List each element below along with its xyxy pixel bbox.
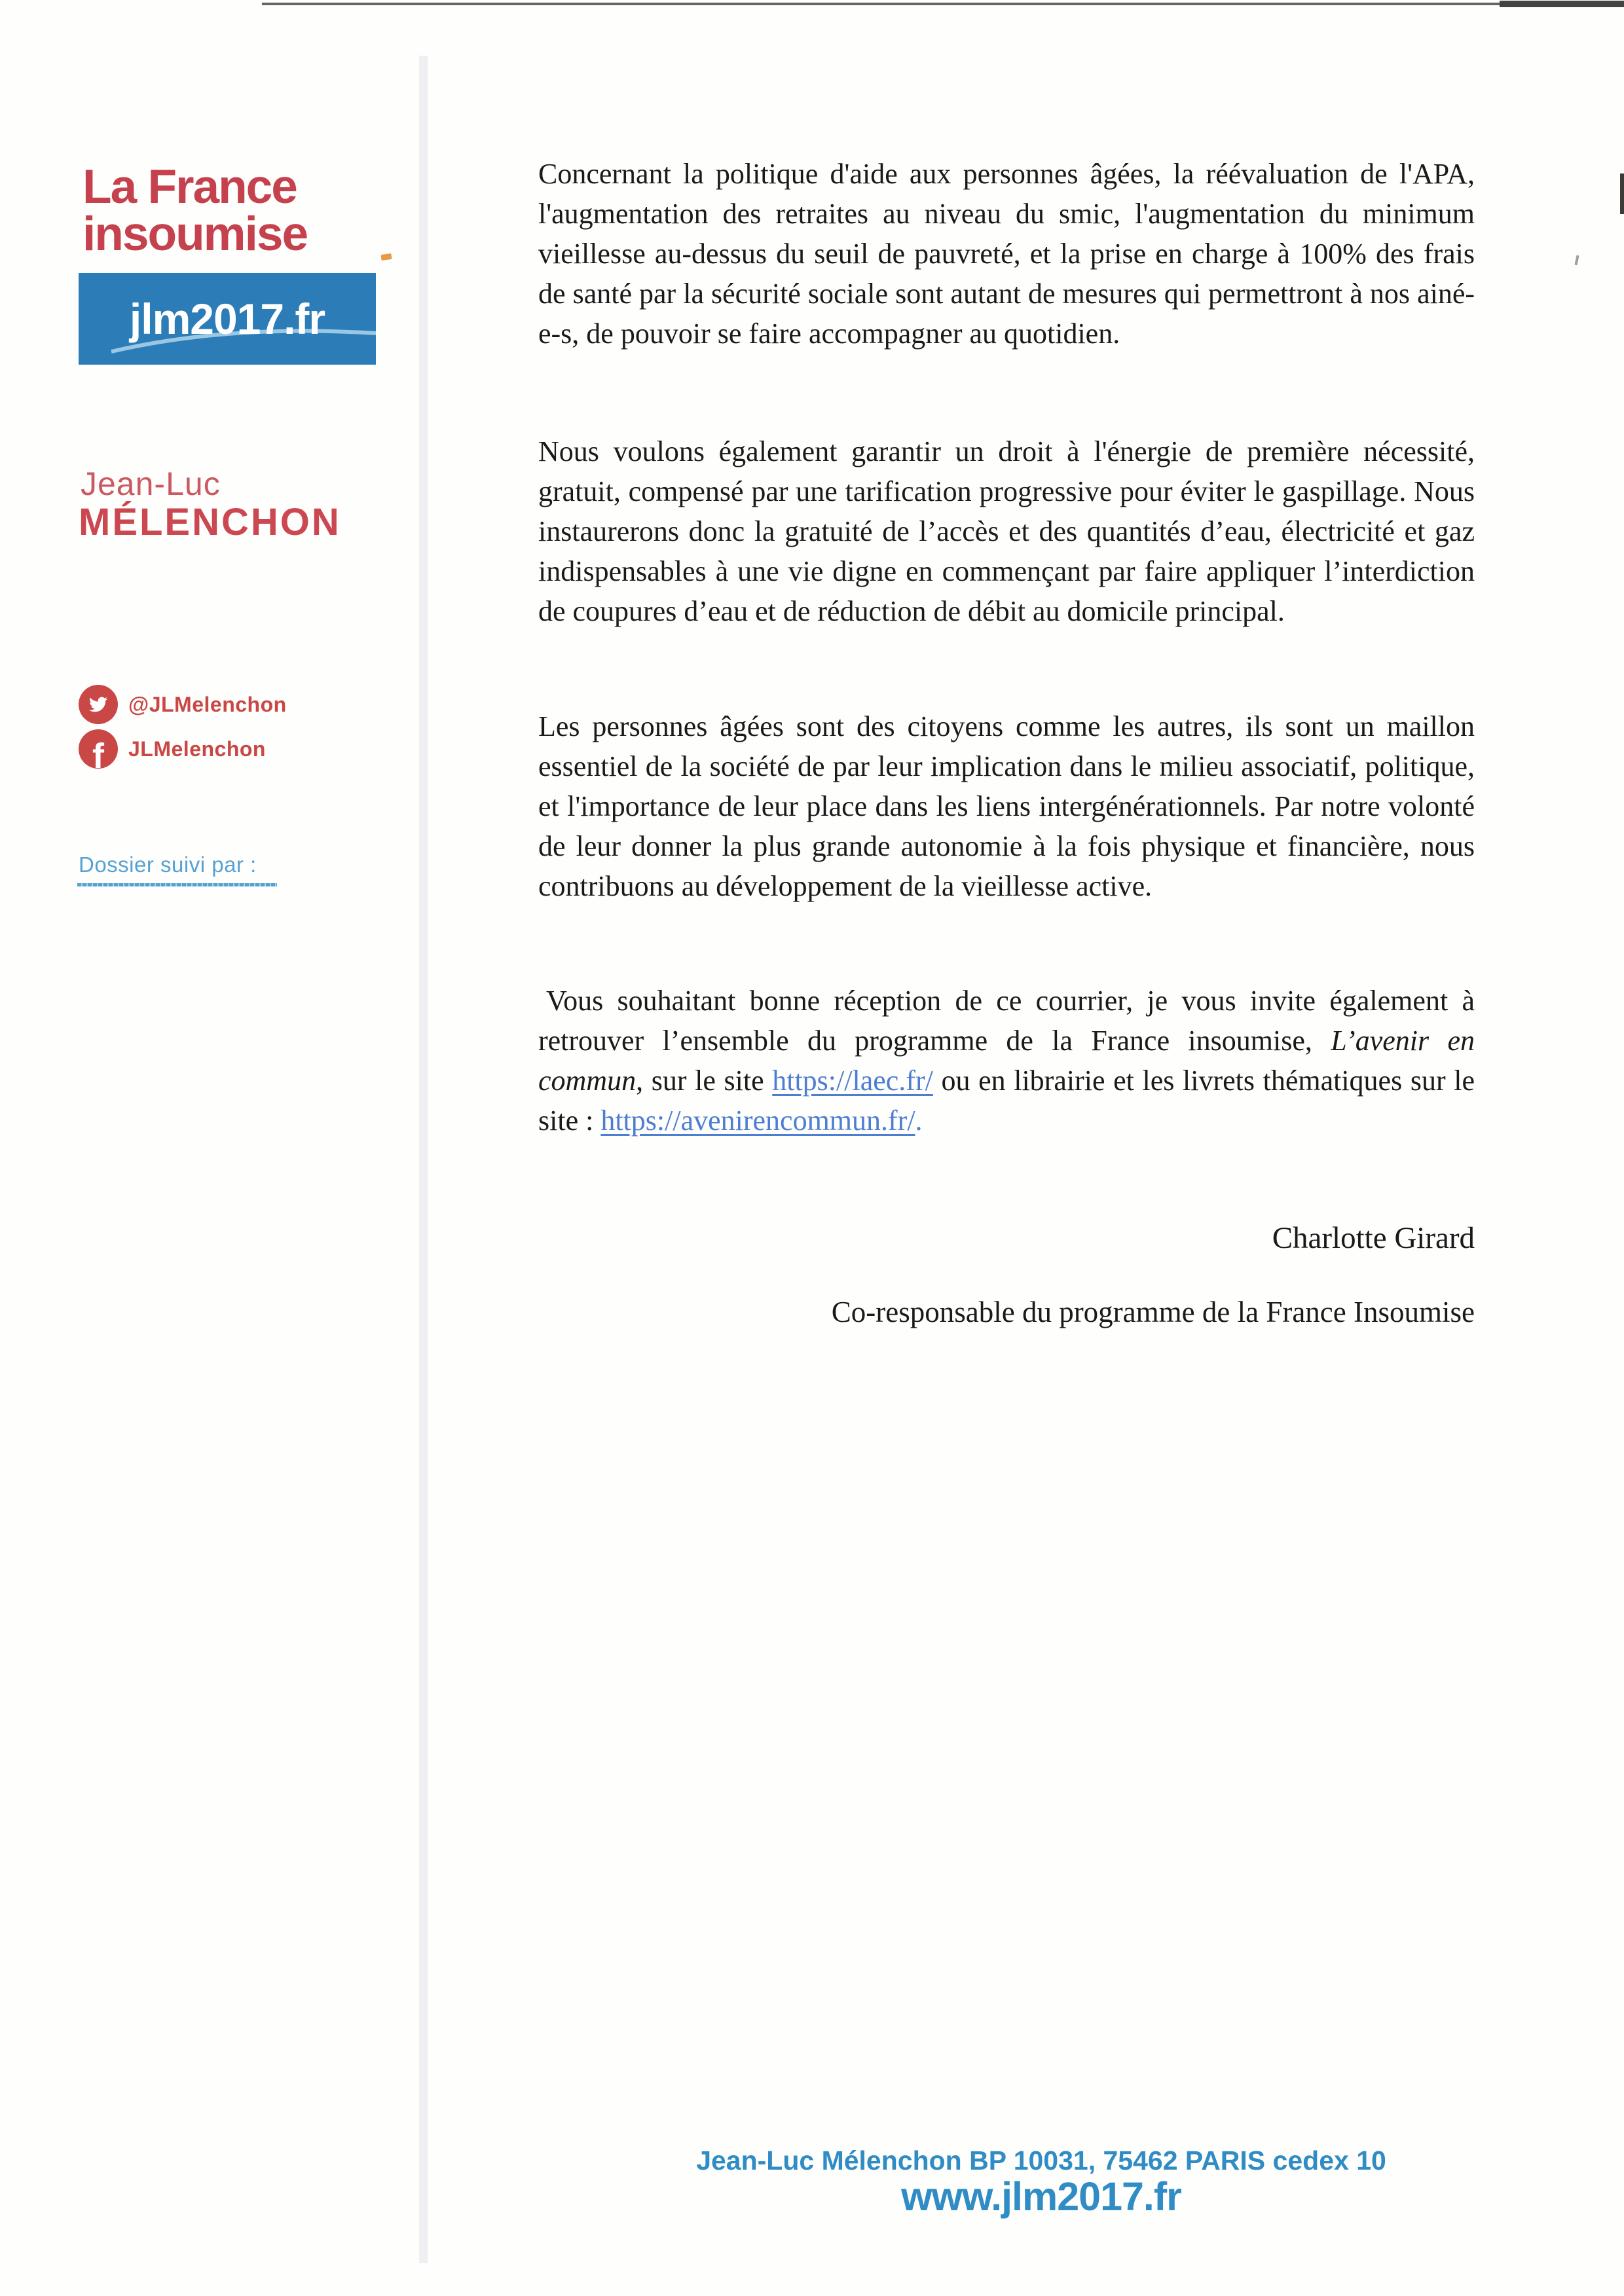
logo-line2: insoumise — [83, 208, 308, 261]
scan-orange-mark — [380, 253, 392, 261]
link-laec-fr[interactable]: https://laec.fr/ — [772, 1065, 933, 1097]
p4-text-mid2: ou en librairie et les livrets thématiques sur le site : — [538, 1065, 1475, 1137]
paragraph-conclusion — [538, 981, 1475, 1140]
twitter-handle: @JLMelenchon — [128, 692, 287, 716]
twitter-icon — [79, 685, 118, 724]
book-title-lavenir-en-commun: L’avenir en commun — [538, 1025, 1475, 1097]
p4-text-mid: , sur le site — [636, 1065, 773, 1097]
scan-edge-line-top-right — [1500, 1, 1624, 7]
facebook-handle: JLMelenchon — [128, 737, 266, 761]
facebook-icon: f — [79, 729, 118, 769]
candidate-first-name: Jean-Luc — [81, 465, 221, 502]
paragraph-droit-energie: Nous voulons également garantir un droit à l'énergie de première nécessité, gratuit, compensé par une tarification progressive pour éviter le gaspillage. Nous instaurerons donc la gratuité de l’accès et des quantités d’eau, électricité et gaz indispensables à une vie digne en commençant par faire appliquer l’interdiction de coupures d’eau et de réduction de débit au domicile principal. — [538, 435, 1475, 627]
scan-speck — [1574, 255, 1579, 266]
candidate-last-name: MÉLENCHON — [79, 501, 341, 543]
logo-la-france-insoumise — [83, 160, 308, 261]
link-avenirencommun-fr[interactable]: https://avenirencommun.fr/ — [600, 1104, 915, 1137]
footer-website-url: www.jlm2017.fr — [901, 2174, 1181, 2219]
logo-line1: La France — [83, 160, 297, 213]
footer-postal-address: Jean-Luc Mélenchon BP 10031, 75462 PARIS cedex 10 — [696, 2145, 1386, 2176]
paragraph-citoyens: Les personnes âgées sont des citoyens comme les autres, ils sont un maillon essentiel de la société de par leur implication dans le milieu associatif, politique, et l'importance de leur place dans les liens intergénérationnels. Par notre volonté de leur donner la plus grande autonomie à la fois physique et financière, nous contribuons au développement de la vieillesse active. — [538, 710, 1475, 902]
social-row-twitter — [79, 685, 287, 724]
p4-text-pre: Vous souhaitant bonne réception de ce courrier, je vous invite également à retrouver l’ensemble du programme de la France insoumise, — [538, 985, 1475, 1057]
p4-period: . — [915, 1104, 923, 1137]
dossier-suivi-par-label: Dossier suivi par : — [79, 852, 257, 877]
dossier-underline — [77, 883, 277, 886]
signature-title: Co-responsable du programme de la France Insoumise — [831, 1296, 1475, 1328]
page-fold-shadow — [419, 56, 428, 2263]
signature-name: Charlotte Girard — [1272, 1221, 1475, 1255]
badge-url-text: jlm2017.fr — [129, 295, 325, 343]
social-row-facebook — [79, 729, 266, 769]
scan-right-edge-mark — [1620, 173, 1624, 214]
paragraph-aide-personnes-agees: Concernant la politique d'aide aux personnes âgées, la réévaluation de l'APA, l'augmentation des retraites au niveau du smic, l'augmentation du minimum vieillesse au-dessus du seuil de pauvreté, et la prise en charge à 100% des frais de santé par la sécurité sociale sont autant de mesures qui permettront à nos ainé-e-s, de pouvoir se faire accompagner au quotidien. — [538, 158, 1475, 350]
logo-badge-jlm2017 — [79, 273, 376, 365]
scan-edge-line-top — [262, 3, 1506, 5]
